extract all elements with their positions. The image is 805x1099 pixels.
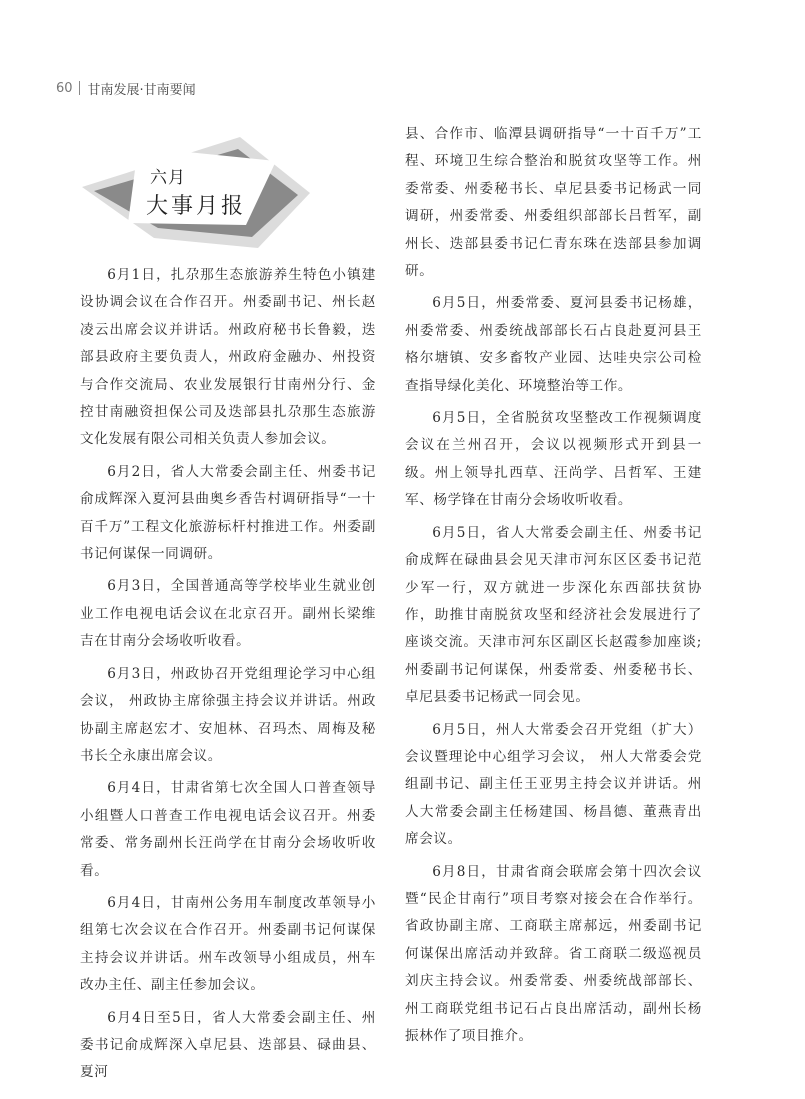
news-item: 6月1日，扎尕那生态旅游养生特色小镇建设协调会议在合作召开。州委副书记、州长赵凌云出席会议并讲话。州政府秘书长鲁毅，迭部县政府主要负责人，州政府金融办、州投资与合作交流局、农业发展银行甘南州分行、金控甘南融资担保公司及迭部县扎尕那生态旅游文化发展有限公司相关负责人参加会议。 — [80, 267, 376, 448]
news-item: 6月5日，州人大常委会召开党组（扩大）会议暨理论中心组学习会议， 州人大常委会党组副书记、副主任王亚男主持会议并讲话。州人大常委会副主任杨建国、杨昌德、董燕青出席会议。 — [405, 721, 702, 848]
news-item: 6月2日，省人大常委会副主任、州委书记俞成辉深入夏河县曲奥乡香告村调研指导“一十百千万”工程文化旅游标杆村推进工作。州委副书记何谋保一同调研。 — [80, 463, 376, 563]
right-column — [405, 121, 702, 1055]
news-item-continuation: 县、合作市、临潭县调研指导“一十百千万”工程、环境卫生综合整治和脱贫攻坚等工作。州委常委、州委秘书长、卓尼县委书记杨武一同调研，州委常委、州委组织部部长吕哲军，副州长、迭部县委书记仁青东珠在迭部县参加调研。 — [405, 126, 702, 280]
news-item: 6月3日，州政协召开党组理论学习中心组会议， 州政协主席徐强主持会议并讲话。州政协副主席赵宏才、安旭林、召玛杰、周梅及秘书长仝永康出席会议。 — [80, 665, 376, 764]
monthly-report-badge — [80, 135, 315, 250]
news-item: 6月4日，甘南州公务用车制度改革领导小组第七次会议在合作召开。州委副书记何谋保主持会议并讲话。州车改领导小组成员，州车改办主任、副主任参加会议。 — [80, 894, 376, 994]
left-column — [80, 262, 376, 1092]
header-divider — [79, 81, 80, 95]
news-item: 6月4日，甘肃省第七次全国人口普查领导小组暨人口普查工作电视电话会议召开。州委常委、常务副州长汪尚学在甘南分会场收听收看。 — [80, 780, 376, 879]
news-item: 6月3日，全国普通高等学校毕业生就业创业工作电视电话会议在北京召开。副州长梁维吉在甘南分会场收听收看。 — [80, 578, 376, 650]
news-item: 6月5日，州委常委、夏河县委书记杨雄，州委常委、州委统战部部长石占良赴夏河县王格尔塘镇、安多畜牧产业园、达哇央宗公司检查指导绿化美化、环境整治等工作。 — [405, 295, 702, 394]
news-item: 6月5日，省人大常委会副主任、州委书记俞成辉在碌曲县会见天津市河东区区委书记范少军一行，双方就进一步深化东西部扶贫协作，助推甘南脱贫攻坚和经济社会发展进行了座谈交流。天津市河东区副区长赵霞参加座谈;州委副书记何谋保，州委常委、州委秘书长、卓尼县委书记杨武一同会见。 — [405, 524, 702, 706]
page-header — [56, 79, 196, 97]
page-number: 60 — [56, 80, 73, 96]
news-item: 6月8日，甘肃省商会联席会第十四次会议暨“民企甘南行”项目考察对接会在合作举行。省政协副主席、工商联主席郝远，州委副书记何谋保出席活动并致辞。省工商联二级巡视员刘庆主持会议。州委常委、州委统战部部长、州工商联党组书记石占良出席活动，副州长杨振林作了项目推介。 — [405, 863, 702, 1044]
news-item: 6月5日，全省脱贫攻坚整改工作视频调度会议在兰州召开，会议以视频形式开到县一级。州上领导扎西草、汪尚学、吕哲军、王建军、杨学锋在甘南分会场收听收看。 — [405, 410, 702, 509]
badge-title: 大事月报 — [146, 194, 247, 219]
badge-month: 六月 — [150, 168, 186, 188]
news-item: 6月4日至5日，省人大常委会副主任、州委书记俞成辉深入卓尼县、迭部县、碌曲县、夏河 — [80, 1009, 376, 1081]
section-title: 甘南发展·甘南要闻 — [87, 82, 196, 98]
